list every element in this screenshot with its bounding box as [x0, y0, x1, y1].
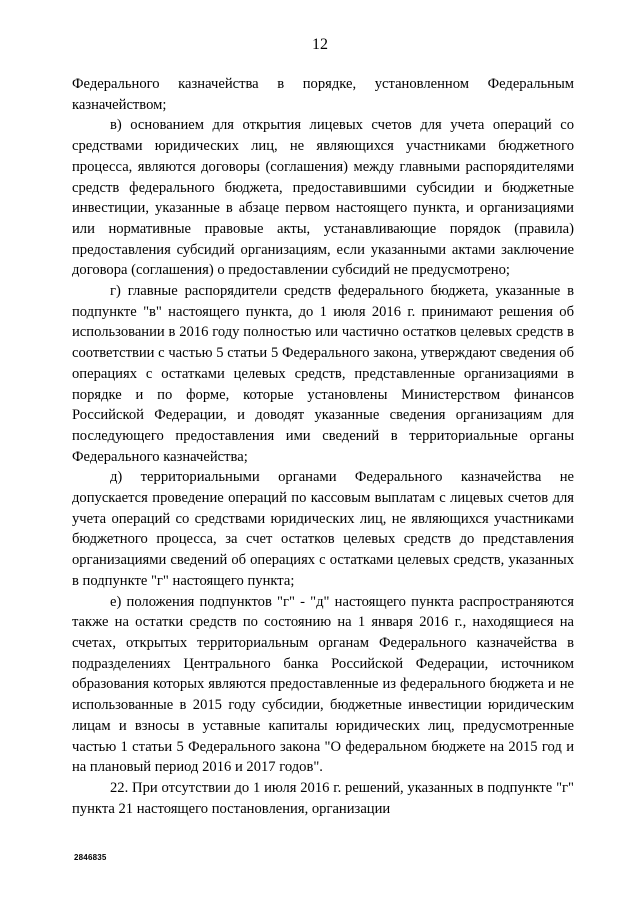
- paragraph-subitem-d: д) территориальными органами Федерального казначейства не допускается проведение операций по кассовым выплатам с лицевых счетов для учета операций со средствами юридических лиц, не являющихся участниками бюджетного процесса, за счет остатков целевых средств до представления организациями сведений об операциях с остатками целевых средств, указанных в подпункте "г" настоящего пункта;: [72, 469, 574, 589]
- paragraph-subitem-e: е) положения подпунктов "г" - "д" настоящего пункта распространяются также на остатки средств по состоянию на 1 января 2016 г., находящиеся на счетах, открытых территориальным органам Федерального казначейства в подразделениях Центрального банка Российской Федерации, источником образования которых являются предоставленные из федерального бюджета и не использованные в 2015 году субсидии, бюджетные инвестиции юридическим лицам и взносы в уставные капиталы юридических лиц, предусмотренные частью 1 статьи 5 Федерального закона "О федеральном бюджете на 2015 год и на плановый период 2016 и 2017 годов".: [72, 593, 574, 776]
- paragraph-subitem-g: г) главные распорядители средств федерального бюджета, указанные в подпункте "в" настоящего пункта, до 1 июля 2016 г. принимают решения об использовании в 2016 году полностью или частично остатков целевых средств в соответствии с частью 5 статьи 5 Федерального закона, утверждают сведения об операциях с остатками целевых средств, представленные организациями в порядке и по форме, которые установлены Министерством финансов Российской Федерации, и доводят указанные сведения организациям для последующего предоставления ими сведений в территориальные органы Федерального казначейства;: [72, 283, 574, 465]
- paragraph-continuation: Федерального казначейства в порядке, установленном Федеральным казначейством;: [72, 76, 574, 113]
- paragraph-subitem-v: в) основанием для открытия лицевых счетов для учета операций со средствами юридических лиц, не являющихся участниками бюджетного процесса, являются договоры (соглашения) между главными распорядителями средств федерального бюджета, предоставившими субсидии и бюджетные инвестиции, указанные в абзаце первом настоящего пункта, и организациями или нормативные правовые акты, устанавливающие порядок (правила) предоставления субсидий организациям, если указанными актами заключение договора (соглашения) о предоставлении субсидий не предусмотрено;: [72, 117, 574, 279]
- document-id: 2846835: [74, 853, 107, 862]
- page-number: 12: [312, 36, 328, 53]
- document-body: [72, 74, 574, 819]
- paragraph-item-22: 22. При отсутствии до 1 июля 2016 г. решений, указанных в подпункте "г" пункта 21 настоящего постановления, организации: [72, 779, 574, 817]
